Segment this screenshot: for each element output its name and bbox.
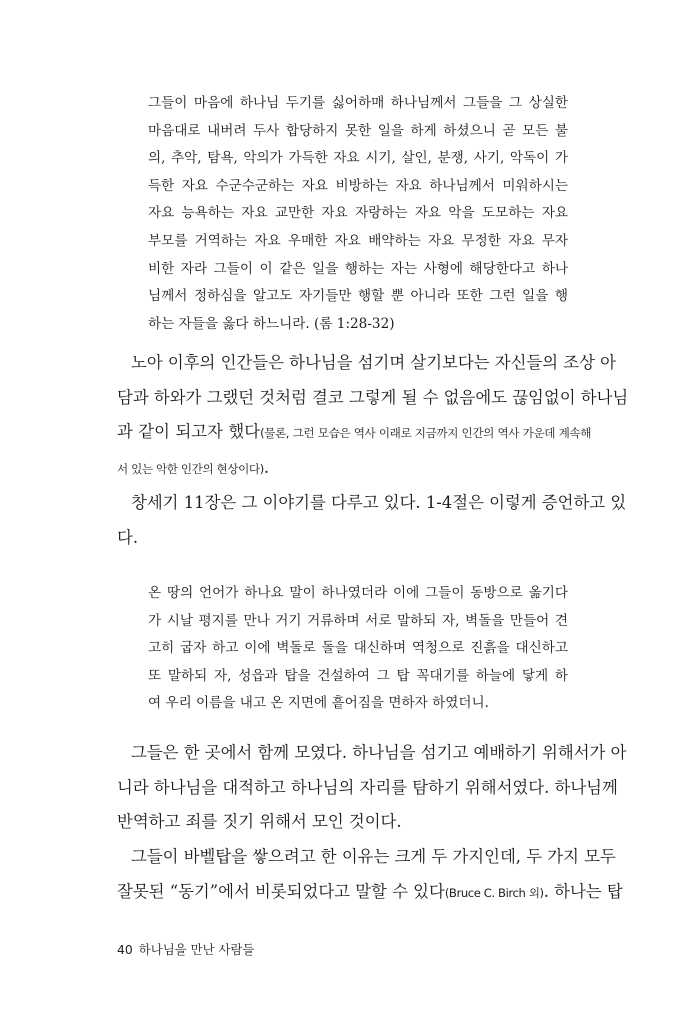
paragraph-text: . 하나는 탑: [543, 881, 623, 901]
paragraph-line: 다.: [117, 527, 139, 547]
body-paragraph: [117, 346, 629, 486]
paragraph-line: 니라 하나님을 대적하고 하나님의 자리를 탐하기 위해서였다. 하나님께: [117, 777, 618, 797]
quote-line: 비한 자라 그들이 이 같은 일을 행하는 자는 사형에 해당한다고 하나: [148, 260, 568, 277]
quote-line: 마음대로 내버려 두사 합당하지 못한 일을 하게 하셨으니 곧 모든 불: [148, 122, 568, 139]
paragraph-line: 그들은 한 곳에서 함께 모였다. 하나님을 섬기고 예배하기 위해서가 아: [131, 743, 627, 762]
quote-line: 가 시날 평지를 만나 거기 거류하며 서로 말하되 자, 벽돌을 만들어 견: [148, 612, 568, 629]
quote-line: 또 말하되 자, 성읍과 탑을 건설하여 그 탑 꼭대기를 하늘에 닿게 하: [148, 667, 568, 684]
paragraph-line: 창세기 11장은 그 이야기를 다루고 있다. 1-4절은 이렇게 증언하고 있: [131, 493, 627, 512]
page-number: 40: [117, 942, 133, 957]
paragraph-line: 그들이 바벨탑을 쌓으려고 한 이유는 크게 두 가지인데, 두 가지 모두: [131, 847, 616, 866]
quote-line: 그들이 마음에 하나님 두기를 싫어하매 하나님께서 그들을 그 상실한: [148, 95, 568, 111]
paragraph-line: [117, 451, 591, 487]
paragraph-line: [117, 415, 591, 451]
body-paragraph: [117, 840, 623, 910]
paragraph-text: 잘못된 “동기”에서 비롯되었다고 말할 수 있다: [117, 881, 445, 901]
body-paragraph: [117, 736, 627, 840]
quote-line: 의, 추악, 탐욕, 악의가 가득한 자요 시기, 살인, 분쟁, 사기, 악독이 가: [148, 150, 568, 167]
quote-line: 님께서 정하심을 알고도 자기들만 행할 뿐 아니라 또한 그런 일을 행: [148, 288, 568, 305]
parenthetical-note: (물론, 그런 모습은 역사 이래로 지금까지 인간의 역사 가운데 계속해: [260, 426, 591, 440]
paragraph-line: [117, 875, 623, 911]
quote-line: 부모를 거역하는 자요 우매한 자요 배약하는 자요 무정한 자요 무자: [148, 232, 568, 249]
paragraph-line: 담과 하와가 그랬던 것처럼 결코 그렇게 될 수 없음에도 끊임없이 하나님: [117, 387, 629, 407]
parenthetical-note: 서 있는 악한 인간의 현상이다): [117, 461, 264, 476]
paragraph-line: 노아 이후의 인간들은 하나님을 섬기며 살기보다는 자신들의 조상 아: [131, 353, 617, 372]
running-title: 하나님을 만난 사람들: [138, 942, 255, 957]
scripture-quote-genesis: [148, 580, 568, 718]
body-paragraph: [117, 486, 627, 555]
paragraph-text: 과 같이 되고자 했다: [117, 422, 261, 441]
paragraph-line: 반역하고 죄를 짓기 위해서 모인 것이다.: [117, 812, 402, 831]
paragraph-text: .: [263, 457, 270, 477]
quote-line: 온 땅의 언어가 하나요 말이 하나였더라 이에 그들이 동방으로 옮기다: [148, 585, 568, 601]
quote-line: 하는 자들을 옳다 하느니라. (롬 1:28-32): [148, 315, 395, 332]
citation-note: (Bruce C. Birch 외): [444, 885, 544, 900]
quote-line: 자요 능욕하는 자요 교만한 자요 자랑하는 자요 악을 도모하는 자요: [148, 205, 568, 222]
page-footer: [117, 940, 254, 958]
quote-line: 여 우리 이름을 내고 온 지면에 흩어짐을 면하자 하였더니.: [148, 695, 489, 712]
quote-line: 고히 굽자 하고 이에 벽돌로 돌을 대신하며 역청으로 진흙을 대신하고: [148, 640, 568, 657]
scripture-quote-romans: [148, 90, 568, 338]
quote-line: 득한 자요 수군수군하는 자요 비방하는 자요 하나님께서 미워하시는: [148, 177, 568, 194]
